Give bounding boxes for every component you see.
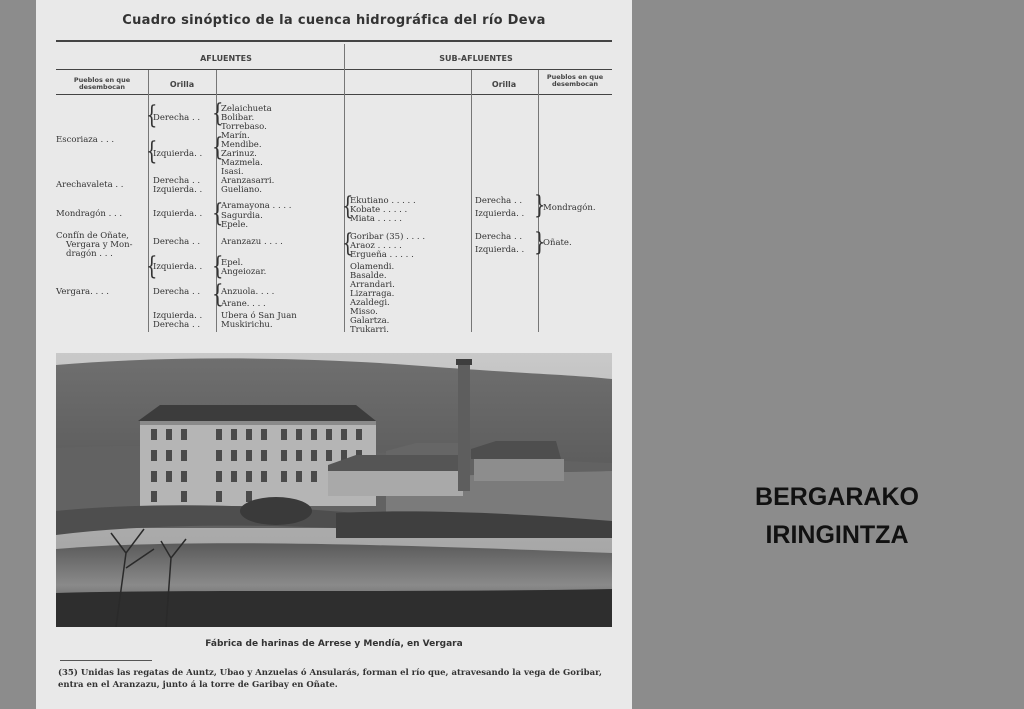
slide-title-line-2: IRINGINTZA	[765, 521, 909, 549]
afluente-cell: Zarinuz.	[221, 149, 257, 159]
orilla-right-header: Orilla	[491, 80, 517, 89]
photo-caption: Fábrica de harinas de Arrese y Mendía, en Vergara	[205, 639, 463, 649]
footnote: (35) Unidas las regatas de Auntz, Ubao y Anzuelas ó Ansularás, forman el río que, atravesando la vega de Goribar, entra en el Aranzazu, junto á la torre de Garibay en Oñate.	[58, 668, 602, 690]
sub-afluente-cell: Araoz . . . . .	[350, 241, 402, 251]
sub-afluente-cell: Azaldegi.	[350, 298, 390, 308]
brace-symbol: {	[342, 192, 354, 222]
afluente-cell: Muskirichu.	[221, 320, 273, 330]
sub-afluente-cell: Galartza.	[350, 316, 390, 326]
subheader-rule	[56, 94, 612, 95]
orilla-left-header: Orilla	[169, 80, 195, 89]
afluente-cell: Ubera ó San Juan	[221, 311, 297, 321]
sub-afluente-cell: Ergueña . . . . .	[350, 250, 414, 260]
afluente-cell: Isasi.	[221, 167, 244, 177]
afluentes-header: AFLUENTES	[200, 54, 252, 63]
footnote-rule	[60, 660, 152, 661]
brace-symbol: {	[342, 229, 354, 259]
afluente-cell: Gueliano.	[221, 185, 262, 195]
afluente-cell: Aranzazu . . . .	[221, 237, 283, 247]
title-rule	[56, 40, 612, 42]
orilla-right-cell: Izquierda. .	[475, 209, 525, 219]
pueblo-cell: Arechavaleta . .	[56, 180, 124, 190]
factory-photo-image	[56, 353, 612, 627]
brace-symbol: {	[146, 137, 158, 167]
afluente-cell: Epele.	[221, 220, 249, 230]
brace-symbol: {	[212, 280, 224, 310]
afluente-cell: Arane. . . .	[221, 299, 266, 309]
pueblo-cell: Mondragón . . .	[56, 209, 123, 219]
orilla-cell: Izquierda. .	[153, 311, 203, 321]
sub-afluente-cell: Kobate . . . . .	[350, 205, 408, 215]
factory-photograph	[56, 353, 612, 627]
orilla-cell: Izquierda. .	[153, 149, 203, 159]
orilla-cell: Izquierda. .	[153, 262, 203, 272]
pueblo-cell: Vergara y Mon-	[66, 240, 133, 250]
brace-symbol: }	[534, 191, 546, 221]
afluente-cell: Mazmela.	[221, 158, 263, 168]
pueblos-left-header: Pueblos en que desembocan	[73, 76, 131, 91]
sub-afluente-cell: Miata . . . . .	[350, 214, 402, 224]
sub-afluente-cell: Lizarraga.	[350, 289, 395, 299]
header-rule	[56, 69, 612, 70]
orilla-cell: Izquierda. .	[153, 209, 203, 219]
orilla-right-cell: Izquierda. .	[475, 245, 525, 255]
sub-afluente-cell: Ekutiano . . . . .	[350, 196, 416, 206]
afluente-cell: Marín.	[221, 131, 250, 141]
pueblo-cell: Escoriaza . . .	[56, 135, 115, 145]
brace-symbol: {	[146, 252, 158, 282]
brace-symbol: }	[534, 228, 546, 258]
pueblo-right-cell: Mondragón.	[543, 203, 596, 213]
brace-symbol: {	[212, 199, 224, 229]
sub-afluente-cell: Basalde.	[350, 271, 387, 281]
afluente-cell: Anzuola. . . .	[221, 287, 275, 297]
afluente-cell: Epel.	[221, 258, 244, 268]
afluente-cell: Angeiozar.	[221, 267, 267, 277]
scanned-page	[36, 0, 632, 709]
brace-symbol: {	[212, 252, 224, 282]
pueblos-right-header: Pueblos en que desembocan	[546, 73, 604, 88]
sub-afluente-cell: Olamendi.	[350, 262, 395, 272]
brace-symbol: {	[212, 133, 224, 163]
pueblo-cell: Confín de Oñate,	[56, 231, 129, 241]
afluente-cell: Aramayona . . . .	[221, 201, 292, 211]
afluente-cell: Sagurdia.	[221, 211, 263, 221]
slide-title-line-1: BERGARAKO	[755, 483, 919, 511]
pueblo-cell: dragón . . .	[66, 249, 113, 259]
orilla-cell: Derecha . .	[153, 320, 201, 330]
orilla-cell: Derecha . .	[153, 113, 201, 123]
sub-afluente-cell: Trukarri.	[350, 325, 389, 335]
afluente-cell: Bolibar.	[221, 113, 255, 123]
sub-afluentes-header: SUB-AFLUENTES	[439, 54, 513, 63]
slide-title	[712, 478, 962, 554]
afluente-cell: Torrebaso.	[221, 122, 267, 132]
orilla-cell: Derecha . .	[153, 176, 201, 186]
orilla-cell: Derecha . .	[153, 287, 201, 297]
orilla-cell: Izquierda. .	[153, 185, 203, 195]
brace-symbol: {	[212, 99, 224, 129]
col-divider	[471, 70, 472, 332]
orilla-right-cell: Derecha . .	[475, 196, 523, 206]
orilla-right-cell: Derecha . .	[475, 232, 523, 242]
sub-afluente-cell: Arrandari.	[350, 280, 395, 290]
afluente-cell: Mendibe.	[221, 140, 262, 150]
afluente-cell: Zelaichueta	[221, 104, 272, 114]
sub-afluente-cell: Goribar (35) . . . .	[350, 232, 426, 242]
afluente-cell: Aranzasarri.	[221, 176, 275, 186]
orilla-cell: Derecha . .	[153, 237, 201, 247]
sub-afluente-cell: Misso.	[350, 307, 378, 317]
pueblo-right-cell: Oñate.	[543, 238, 572, 248]
pueblo-cell: Vergara. . . .	[56, 287, 110, 297]
table-title: Cuadro sinóptico de la cuenca hidrográfica del río Deva	[122, 13, 546, 28]
col-divider	[344, 44, 345, 332]
brace-symbol: {	[146, 101, 158, 131]
